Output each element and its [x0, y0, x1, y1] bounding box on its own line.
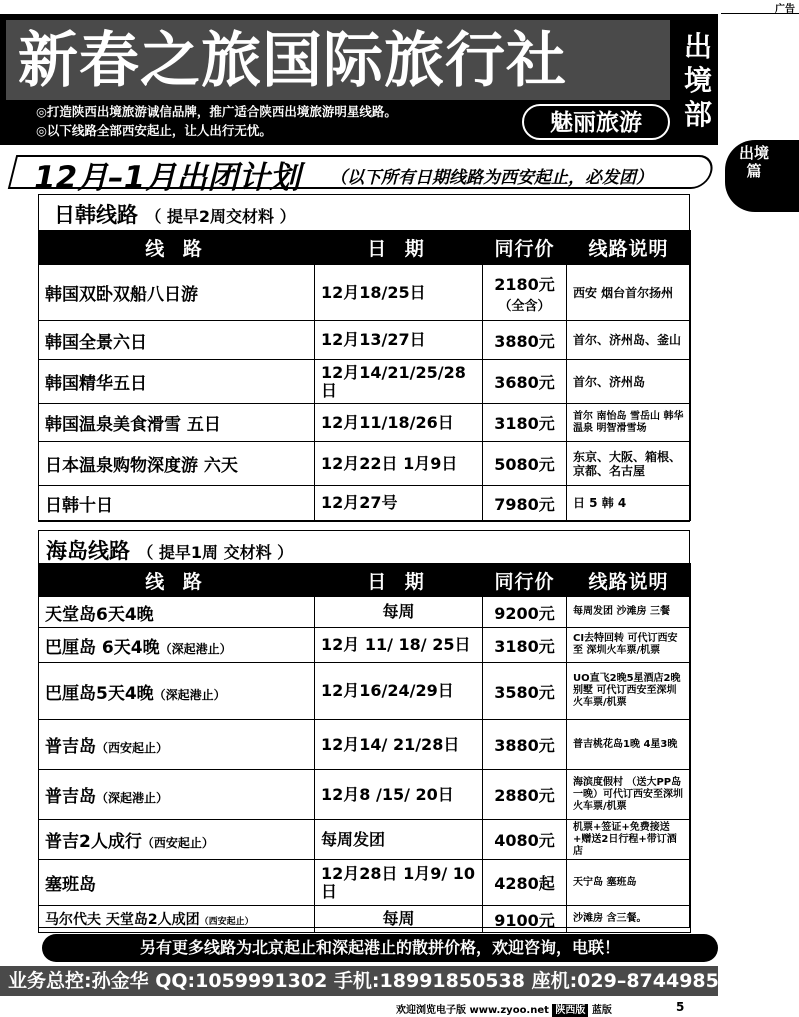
plan-title: 12月–1月出团计划	[34, 160, 301, 196]
route-date: 12月13/27日	[315, 321, 483, 360]
route-price: 3580元	[483, 663, 567, 720]
column-header-route: 线 路	[39, 231, 315, 265]
route-name-text: 巴厘岛5天4晚	[45, 683, 154, 704]
column-header-date: 日 期	[315, 564, 483, 597]
route-desc: 普吉桃花岛1晚 4星3晚	[567, 720, 691, 770]
table-row	[39, 404, 691, 442]
route-name: 日韩十日	[39, 486, 315, 521]
table-row	[39, 820, 691, 860]
route-desc: CI去特回转 可代订西安至 深圳火车票/机票	[567, 628, 691, 663]
route-desc: 东京、大阪、箱根、京都、名古屋	[567, 442, 691, 486]
route-price: 3880元	[483, 321, 567, 360]
route-desc: UO直飞2晚5星酒店2晚别墅 可代订西安至深圳火车票/机票	[567, 663, 691, 720]
table-header-row	[39, 231, 691, 265]
island-note: （ 提早1周 交材料 ）	[137, 543, 294, 562]
route-price: 3880元	[483, 720, 567, 770]
route-name: 日本温泉购物深度游 六天	[39, 442, 315, 486]
table-row	[39, 265, 691, 321]
route-name-text: 塞班岛	[45, 875, 96, 895]
department-label: 出境部	[683, 30, 712, 131]
route-desc: 机票+签证+免费接送+赠送2日行程+带订酒店	[567, 820, 691, 860]
route-tag: （深起港止）	[159, 641, 232, 656]
route-date: 12月 11/ 18/ 25日	[315, 628, 483, 663]
column-header-route: 线 路	[39, 564, 315, 597]
route-price	[483, 265, 567, 321]
route-date: 12月8 /15/ 20日	[315, 770, 483, 820]
route-price: 3180元	[483, 404, 567, 442]
table-row	[39, 360, 691, 404]
slogan-line-2: ◎以下线路全部西安起止，让人出行无忧。	[36, 123, 272, 138]
island-table	[38, 563, 691, 933]
route-name	[39, 720, 315, 770]
route-desc: 每周发团 沙滩房 三餐	[567, 597, 691, 628]
route-price: 7980元	[483, 486, 567, 521]
route-name-text: 马尔代夫 天堂岛2人成团	[45, 912, 200, 928]
slogan-line-1: ◎打造陕西出境旅游诚信品牌，推广适合陕西出境旅游明星线路。	[36, 104, 397, 119]
route-name	[39, 906, 315, 933]
route-price: 5080元	[483, 442, 567, 486]
route-date: 12月18/25日	[315, 265, 483, 321]
route-desc: 海滨度假村 （送大PP岛一晚）可代订西安至深圳火车票/机票	[567, 770, 691, 820]
column-header-price: 同行价	[483, 231, 567, 265]
sub-brand-badge: 魅丽旅游	[522, 104, 670, 140]
column-header-desc: 线路说明	[567, 231, 691, 265]
route-name	[39, 770, 315, 820]
edition-badge: 陕西版	[552, 1004, 588, 1017]
table-row	[39, 486, 691, 521]
route-date: 每周	[315, 597, 483, 628]
japan-korea-table	[38, 230, 691, 521]
route-date: 12月14/ 21/28日	[315, 720, 483, 770]
route-price: 9200元	[483, 597, 567, 628]
route-tag: （西安起止）	[96, 741, 169, 755]
route-tag: （西安起止）	[199, 917, 254, 927]
route-date: 12月11/18/26日	[315, 404, 483, 442]
island-title	[46, 535, 293, 565]
route-price: 4280起	[483, 860, 567, 906]
route-date: 12月16/24/29日	[315, 663, 483, 720]
table-row	[39, 906, 691, 933]
route-name-text: 巴厘岛 6天4晚	[45, 637, 160, 658]
route-name-text: 普吉岛	[45, 787, 96, 807]
island-title-text: 海岛线路	[46, 539, 130, 563]
route-desc: 首尔、济州岛	[567, 360, 691, 404]
route-price: 3180元	[483, 628, 567, 663]
table-row	[39, 628, 691, 663]
route-name-text: 普吉岛	[45, 737, 96, 757]
ad-tag: 广告	[721, 0, 799, 14]
route-desc: 首尔、济州岛、釜山	[567, 321, 691, 360]
route-price: 3680元	[483, 360, 567, 404]
column-header-date: 日 期	[315, 231, 483, 265]
table-header-row	[39, 564, 691, 597]
route-date: 12月28日 1月9/ 10 日	[315, 860, 483, 906]
route-name: 韩国全景六日	[39, 321, 315, 360]
price-value: 2180元	[494, 274, 555, 294]
route-desc: 天宁岛 塞班岛	[567, 860, 691, 906]
route-desc: 日 5 韩 4	[567, 486, 691, 521]
route-desc: 首尔 南怡岛 雪岳山 韩华温泉 明智滑雪场	[567, 404, 691, 442]
japan-korea-title	[54, 199, 296, 229]
route-name	[39, 820, 315, 860]
agency-name: 新春之旅国际旅行社	[18, 26, 567, 96]
route-name: 韩国温泉美食滑雪 五日	[39, 404, 315, 442]
route-tag: （西安起止）	[141, 836, 214, 850]
route-desc: 沙滩房 含三餐。	[567, 906, 691, 933]
edition-line	[396, 1001, 612, 1016]
contact-bar: 业务总控:孙金华 QQ:1059991302 手机:18991850538 座机:029–87449851	[0, 966, 718, 996]
route-date: 12月22日 1月9日	[315, 442, 483, 486]
route-desc: 西安 烟台首尔扬州	[567, 265, 691, 321]
japan-korea-note: （ 提早2周交材料 ）	[145, 207, 296, 226]
route-name: 韩国双卧双船八日游	[39, 265, 315, 321]
route-date: 12月14/21/25/28日	[315, 360, 483, 404]
route-name	[39, 628, 315, 663]
route-name	[39, 597, 315, 628]
route-name	[39, 860, 315, 906]
route-price: 4080元	[483, 820, 567, 860]
route-name-text: 普吉2人成行	[45, 832, 142, 852]
page-number: 5	[676, 1000, 685, 1014]
version-text: 蓝版	[591, 1005, 612, 1016]
column-header-desc: 线路说明	[567, 564, 691, 597]
side-tab-label: 出境篇	[739, 144, 770, 180]
more-routes-banner: 另有更多线路为北京起止和深起港止的散拼价格，欢迎咨询，电联！	[42, 934, 718, 962]
table-row	[39, 720, 691, 770]
section-side-tab	[725, 140, 799, 212]
table-row	[39, 321, 691, 360]
route-name	[39, 663, 315, 720]
route-tag: （深起港止）	[96, 791, 169, 805]
route-date: 每周发团	[315, 820, 483, 860]
plan-subtitle: （以下所有日期线路为西安起止，必发团）	[330, 168, 653, 188]
route-price: 9100元	[483, 906, 567, 933]
route-name: 韩国精华五日	[39, 360, 315, 404]
table-row	[39, 860, 691, 906]
table-row	[39, 770, 691, 820]
table-row	[39, 663, 691, 720]
route-name-text: 天堂岛6天4晚	[45, 604, 154, 625]
route-date: 12月27号	[315, 486, 483, 521]
browse-text: 欢迎浏览电子版 www.zyoo.net	[396, 1005, 549, 1016]
japan-korea-title-text: 日韩线路	[54, 203, 138, 227]
route-date: 每周	[315, 906, 483, 933]
price-note: （全含）	[498, 298, 551, 314]
column-header-price: 同行价	[483, 564, 567, 597]
table-row	[39, 597, 691, 628]
route-tag: （深起港止）	[153, 687, 226, 702]
table-row	[39, 442, 691, 486]
route-price: 2880元	[483, 770, 567, 820]
